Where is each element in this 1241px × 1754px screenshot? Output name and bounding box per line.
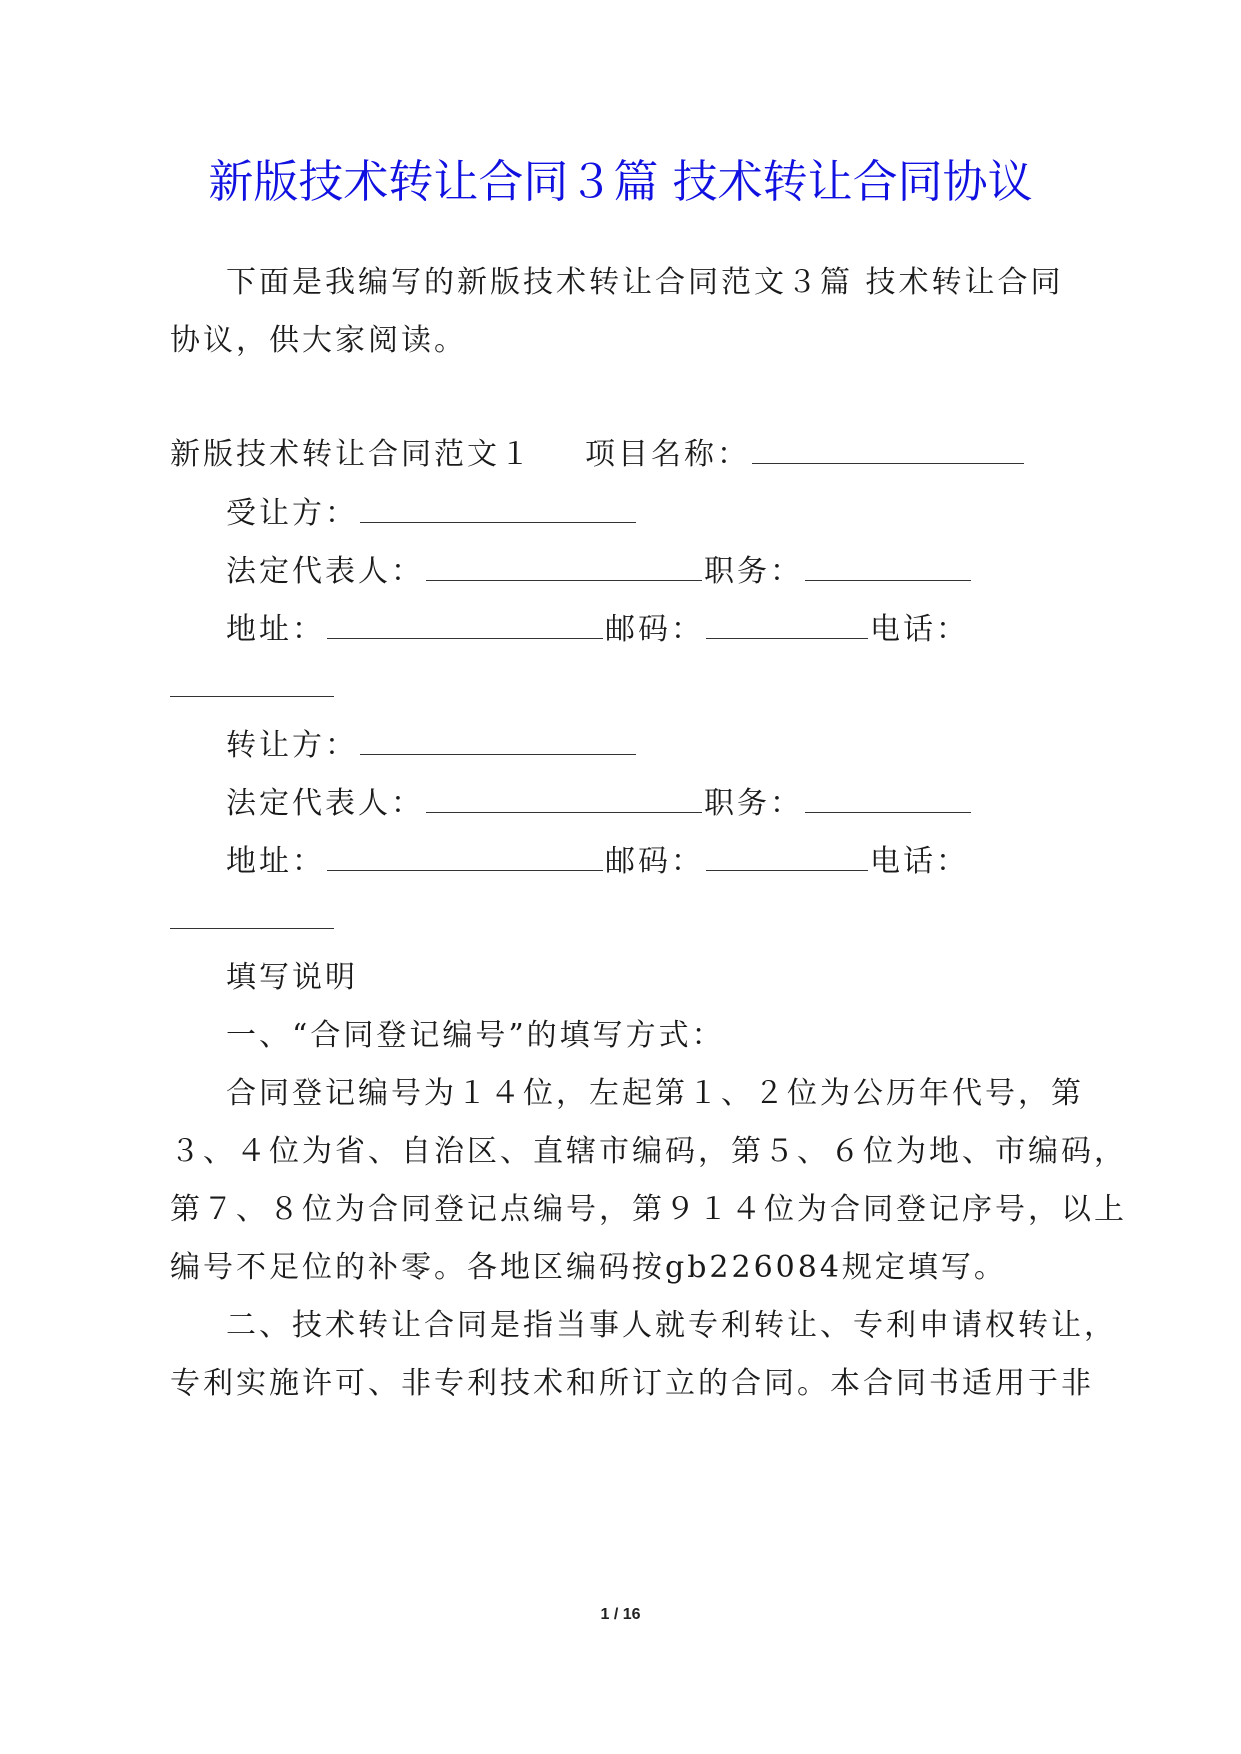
intro-line-1: 下面是我编写的新版技术转让合同范文３篇 技术转让合同 xyxy=(226,265,1064,300)
receiver-blank[interactable] xyxy=(360,518,636,523)
transferor-postcode-label: 邮码： xyxy=(605,844,704,879)
notes-item-2-line: 专利实施许可、非专利技术和所订立的合同。本合同书适用于非 xyxy=(170,1366,1094,1401)
transferor-address-label: 地址： xyxy=(226,844,325,879)
notes-item-1-line: 合同登记编号为１４位，左起第１、２位为公历年代号，第 xyxy=(226,1076,1084,1111)
receiver-phone-blank[interactable] xyxy=(170,695,334,697)
receiver-address-row xyxy=(226,610,969,650)
transferor-blank[interactable] xyxy=(360,750,636,755)
form-heading: 新版技术转让合同范文１ xyxy=(170,437,533,472)
transferor-position-label: 职务： xyxy=(704,786,803,821)
transferor-legal-rep-blank[interactable] xyxy=(426,808,702,813)
receiver-rep-row xyxy=(226,552,973,592)
receiver-position-label: 职务： xyxy=(704,554,803,589)
receiver-address-label: 地址： xyxy=(226,612,325,647)
receiver-row xyxy=(226,494,638,534)
receiver-postcode-label: 邮码： xyxy=(605,612,704,647)
transferor-address-row xyxy=(226,842,969,882)
transferor-phone-label: 电话： xyxy=(870,844,969,879)
receiver-postcode-blank[interactable] xyxy=(706,634,868,639)
document-title: 新版技术转让合同３篇 技术转让合同协议 xyxy=(208,155,1033,208)
transferor-phone-blank[interactable] xyxy=(170,927,334,929)
notes-item-2-line: 二、技术转让合同是指当事人就专利转让、专利申请权转让， xyxy=(226,1308,1117,1343)
project-name-label: 项目名称： xyxy=(585,437,750,472)
receiver-label: 受让方： xyxy=(226,496,358,531)
receiver-phone-label: 电话： xyxy=(870,612,969,647)
transferor-position-blank[interactable] xyxy=(805,808,971,813)
notes-item-1-title: 一、“合同登记编号”的填写方式： xyxy=(226,1018,725,1053)
transferor-label: 转让方： xyxy=(226,728,358,763)
notes-item-1-line: 编号不足位的补零。各地区编码按gb226084规定填写。 xyxy=(170,1250,1007,1285)
project-name-blank[interactable] xyxy=(752,459,1024,464)
notes-item-1-line: ３、４位为省、自治区、直辖市编码，第５、６位为地、市编码， xyxy=(170,1134,1127,1169)
receiver-address-blank[interactable] xyxy=(327,634,603,639)
receiver-position-blank[interactable] xyxy=(805,576,971,581)
intro-line-2: 协议，供大家阅读。 xyxy=(170,323,467,358)
notes-heading: 填写说明 xyxy=(226,960,358,995)
form-heading-row xyxy=(170,435,1026,475)
receiver-legal-rep-label: 法定代表人： xyxy=(226,554,424,589)
transferor-postcode-blank[interactable] xyxy=(706,866,868,871)
receiver-legal-rep-blank[interactable] xyxy=(426,576,702,581)
transferor-address-blank[interactable] xyxy=(327,866,603,871)
transferor-row xyxy=(226,726,638,766)
transferor-rep-row xyxy=(226,784,973,824)
page-number: 1 / 16 xyxy=(600,1606,641,1623)
notes-item-1-line: 第７、８位为合同登记点编号，第９１４位为合同登记序号，以上 xyxy=(170,1192,1127,1227)
transferor-legal-rep-label: 法定代表人： xyxy=(226,786,424,821)
